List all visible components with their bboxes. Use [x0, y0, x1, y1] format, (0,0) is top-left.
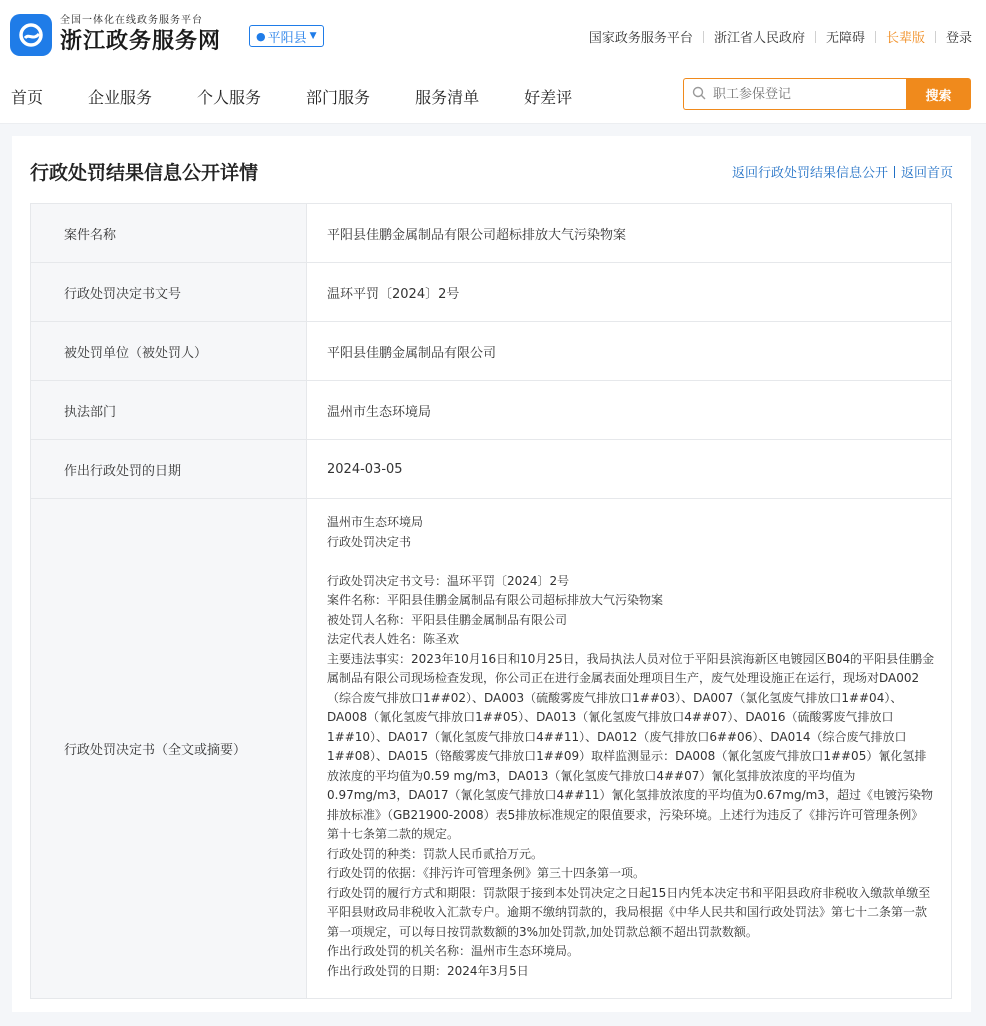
field-value: 平阳县佳鹏金属制品有限公司: [307, 322, 952, 381]
divider: [935, 31, 936, 43]
decision-full-text: 温州市生态环境局 行政处罚决定书 行政处罚决定书文号：温环平罚〔2024〕2号 案件名称：平阳县佳鹏金属制品有限公司超标排放大气污染物案 被处罚人名称：平阳县佳鹏金属制品有限公司 法定代表人姓名：陈圣欢 主要违法事实：2023年10月16日和10月25日，我局执法人员对位于平阳县滨海新区电镀园区B04的平阳县佳鹏金属制品有限公司现场检查发现，你公司正在进行金属表面处理项目生产，废气处理设施正在运行，现场对DA002（综合废气排放口1##02）、DA003（硫酸雾废气排放口1##03）、DA007（氯化氢废气排放口1##04）、DA008（氰化氢废气排放口1##05）、DA013（氰化氢废气排放口4##07）、DA016（硫酸雾废气排放口1##10）、DA017（氰化氢废气排放口4##11）、DA012（废气排放口6##06）、DA014（综合废气排放口1##08）、DA015（铬酸雾废气排放口1##09）取样监测显示：DA008（氰化氢废气排放口1##05）氰化氢排放浓度的平均值为0.59 mg/m3，DA013（氰化氢废气排放口4##07）氰化氢排放浓度的平均值为0.97mg/m3，DA017（氰化氢废气排放口4##11）氰化氢排放浓度的平均值为0.67mg/m3，超过《电镀污染物排放标准》（GB21900-2008）表5排放标准规定的限值要求，污染环境。上述行为违反了《排污许可管理条例》第十七条第二款的规定。 行政处罚的种类：罚款人民币贰拾万元。 行政处罚的依据：《排污许可管理条例》第三十四条第一项。 行政处罚的履行方式和期限：罚款限于接到本处罚决定之日起15日内凭本决定书和平阳县政府非税收入缴款单缴至平阳县财政局非税收入汇款专户。逾期不缴纳罚款的，我局根据《中华人民共和国行政处罚法》第七十二条第一款第一项规定，可以每日按罚款数额的3%加处罚款,加处罚款总额不超出罚款数额。 作出行政处罚的机关名称：温州市生态环境局。 作出行政处罚的日期：2024年3月5日: [327, 515, 935, 978]
region-selector[interactable]: [249, 25, 324, 47]
page-title: 行政处罚结果信息公开详情: [30, 162, 259, 184]
link-accessibility[interactable]: 无障碍: [825, 31, 865, 46]
divider: [815, 31, 816, 43]
caret-down-icon: ▼: [309, 31, 317, 41]
field-value: 温环平罚〔2024〕2号: [307, 263, 952, 322]
link-elder-mode[interactable]: 长辈版: [885, 31, 925, 46]
link-login[interactable]: 登录: [945, 31, 972, 46]
main-nav-bar: [0, 75, 986, 124]
top-links: [589, 27, 972, 46]
divider: [875, 31, 876, 43]
field-label: 案件名称: [31, 204, 307, 263]
nav-item-personal[interactable]: 个人服务: [197, 88, 262, 107]
card-header: [12, 136, 971, 203]
logo-subtitle: 全国一体化在线政务服务平台: [60, 15, 203, 26]
nav-item-department[interactable]: 部门服务: [306, 88, 371, 107]
divider: [894, 166, 895, 178]
field-value: 温州市生态环境局: [307, 381, 952, 440]
location-pin-icon: ●: [256, 29, 266, 43]
main-nav: [11, 85, 617, 108]
field-label: 行政处罚决定书文号: [31, 263, 307, 322]
divider: [703, 31, 704, 43]
top-header: [0, 0, 986, 75]
search-input[interactable]: [711, 86, 895, 103]
search-icon: [692, 85, 706, 104]
table-row: [31, 263, 952, 322]
detail-table: [30, 203, 952, 999]
nav-item-rating[interactable]: 好差评: [524, 88, 573, 107]
logo-title: 浙江政务服务网: [60, 28, 222, 54]
table-row: [31, 204, 952, 263]
nav-item-enterprise[interactable]: 企业服务: [88, 88, 153, 107]
field-label: 行政处罚决定书（全文或摘要）: [31, 499, 307, 999]
field-label: 作出行政处罚的日期: [31, 440, 307, 499]
back-links: [732, 162, 953, 181]
field-value: 平阳县佳鹏金属制品有限公司超标排放大气污染物案: [307, 204, 952, 263]
region-label: 平阳县: [267, 30, 307, 46]
detail-card: [12, 136, 971, 1012]
search-button[interactable]: 搜索: [906, 78, 971, 110]
table-row: [31, 381, 952, 440]
back-to-list-link[interactable]: 返回行政处罚结果信息公开: [731, 166, 888, 181]
back-to-home-link[interactable]: 返回首页: [900, 166, 953, 181]
logo-icon: [10, 14, 52, 56]
search-box: [683, 78, 906, 110]
nav-item-service-list[interactable]: 服务清单: [415, 88, 480, 107]
search-bar: [683, 78, 971, 110]
table-row: [31, 322, 952, 381]
field-value: 2024-03-05: [307, 440, 952, 499]
link-provincial-government[interactable]: 浙江省人民政府: [713, 31, 805, 46]
nav-item-home[interactable]: 首页: [11, 88, 44, 107]
table-row: [31, 440, 952, 499]
table-row: [31, 499, 952, 999]
field-label: 执法部门: [31, 381, 307, 440]
link-national-platform[interactable]: 国家政务服务平台: [588, 31, 693, 46]
field-label: 被处罚单位（被处罚人）: [31, 322, 307, 381]
site-logo[interactable]: [10, 14, 221, 56]
field-value: [307, 499, 952, 999]
